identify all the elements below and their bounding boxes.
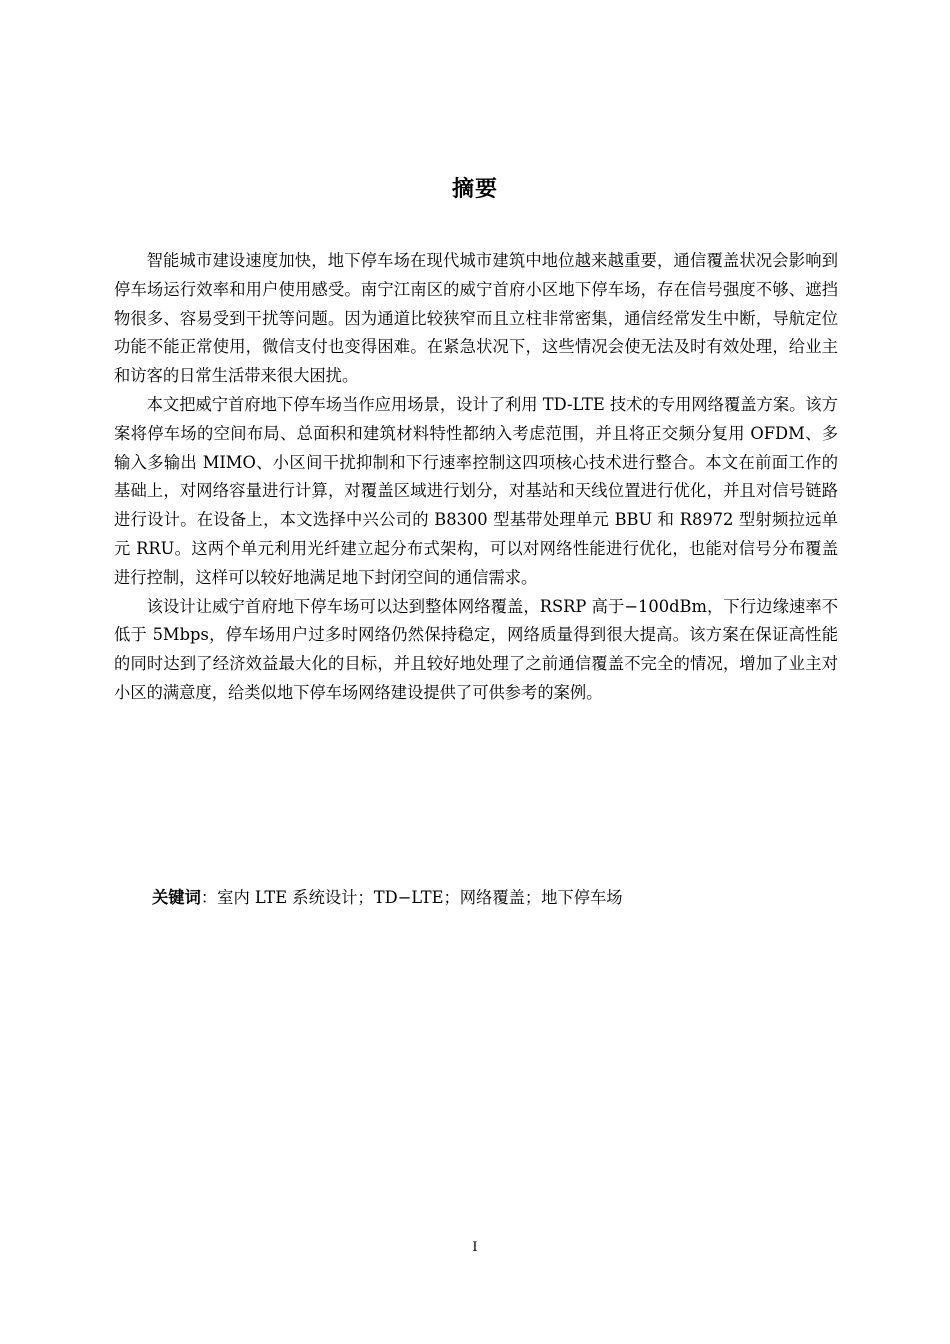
- keywords-text: 室内 LTE 系统设计；TD−LTE；网络覆盖；地下停车场: [217, 888, 623, 907]
- keywords-separator: ：: [200, 888, 218, 907]
- abstract-paragraph-2: 本文把威宁首府地下停车场当作应用场景，设计了利用 TD-LTE 技术的专用网络覆盖方案。该方案将停车场的空间布局、总面积和建筑材料特性都纳入考虑范围，并且将正交频分复用 OFDM、多输入多输出 MIMO、小区间干扰抑制和下行速率控制这四项核心技术进行整合。本文在前面工作的基础上，对网络容量进行计算，对覆盖区域进行划分，对基站和天线位置进行优化，并且对信号链路进行设计。在设备上，本文选择中兴公司的 B8300 型基带处理单元 BBU 和 R8972 型射频拉远单元 RRU。这两个单元利用光纤建立起分布式架构，可以对网络性能进行优化，也能对信号分布覆盖进行控制，这样可以较好地满足地下封闭空间的通信需求。: [114, 394, 838, 587]
- page-number: I: [472, 1240, 478, 1255]
- abstract-title: 摘要: [451, 177, 498, 202]
- abstract-paragraph-1: 智能城市建设速度加快，地下停车场在现代城市建筑中地位越来越重要，通信覆盖状况会影响到停车场运行效率和用户使用感受。南宁江南区的威宁首府小区地下停车场，存在信号强度不够、遮挡物很多、容易受到干扰等问题。因为通道比较狭窄而且立柱非常密集，通信经常发生中断，导航定位功能不能正常使用，微信支付也变得困难。在紧急状况下，这些情况会使无法及时有效处理，给业主和访客的日常生活带来很大困扰。: [114, 251, 838, 386]
- keywords-label: 关键词: [152, 888, 201, 907]
- abstract-body: [114, 247, 838, 708]
- keywords-line: [152, 884, 852, 912]
- abstract-paragraph-3: 该设计让威宁首府地下停车场可以达到整体网络覆盖，RSRP 高于−100dBm，下行边缘速率不低于 5Mbps，停车场用户过多时网络仍然保持稳定，网络质量得到很大提高。该方案在保证高性能的同时达到了经济效益最大化的目标，并且较好地处理了之前通信覆盖不完全的情况，增加了业主对小区的满意度，给类似地下停车场网络建设提供了可供参考的案例。: [114, 596, 838, 702]
